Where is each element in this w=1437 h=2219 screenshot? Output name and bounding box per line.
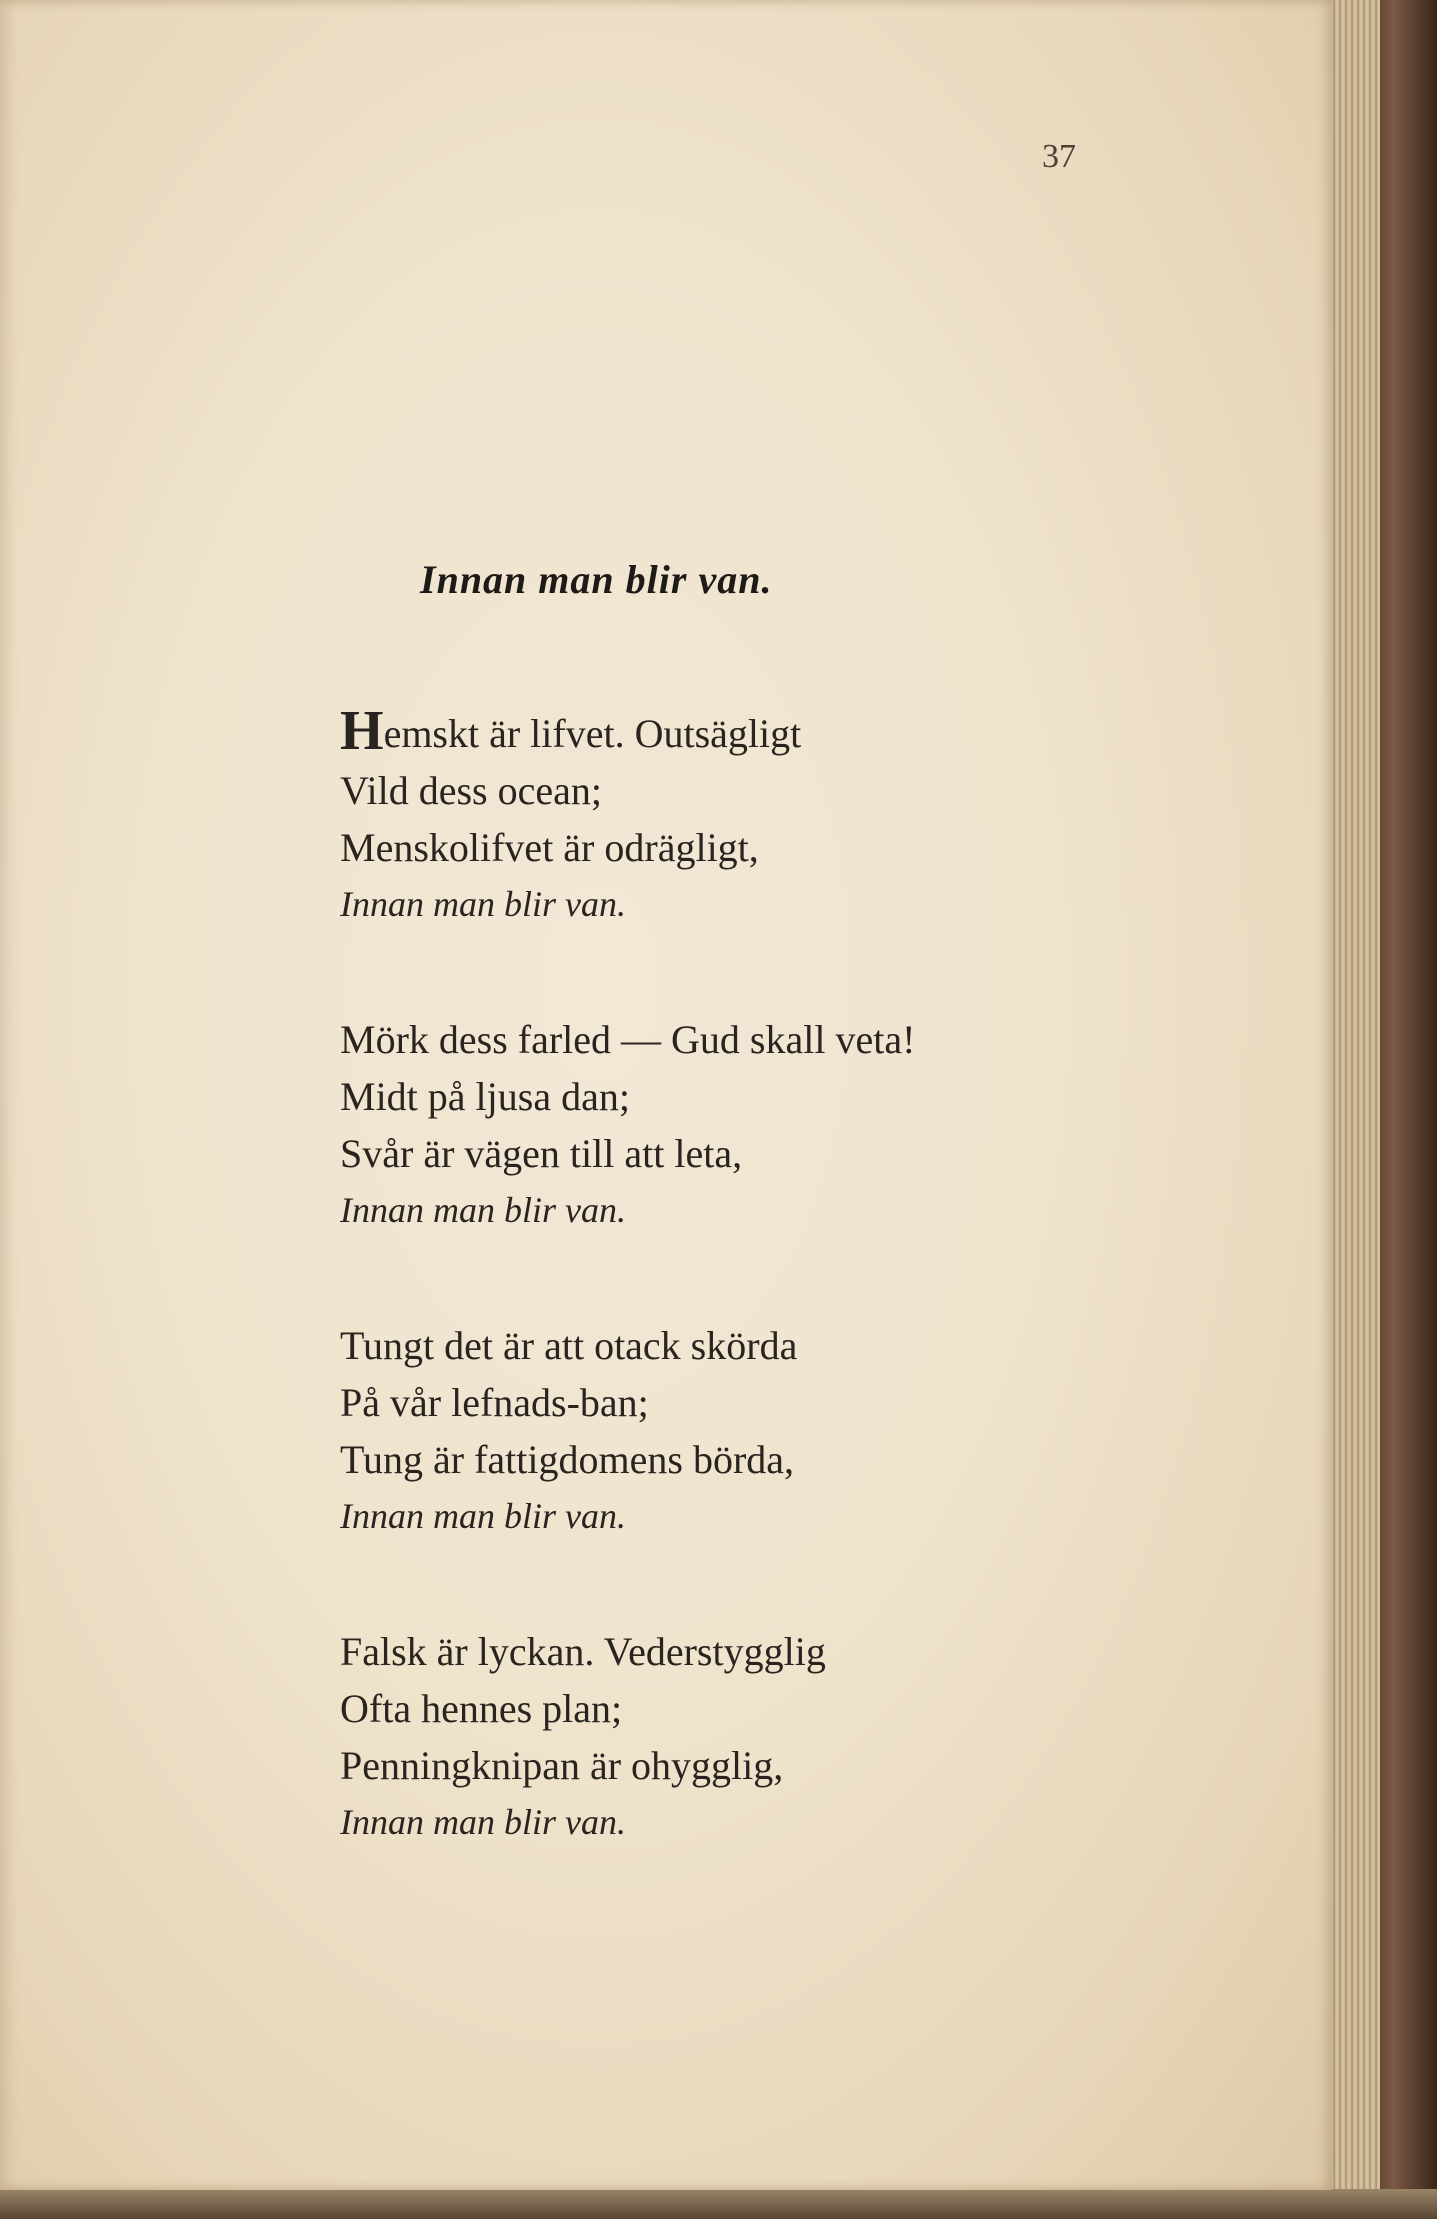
refrain-line: Innan man blir van. [340, 884, 626, 924]
stanza-2 [340, 1011, 1240, 1239]
poem-line: Tungt det är att otack skörda [340, 1323, 798, 1368]
refrain-line: Innan man blir van. [340, 1496, 626, 1536]
page-stack-edge [1330, 0, 1380, 2219]
poem-line: Svår är vägen till att leta, [340, 1131, 743, 1176]
poem-line: Midt på ljusa dan; [340, 1074, 630, 1119]
poem-line: På vår lefnads-ban; [340, 1380, 649, 1425]
refrain-line: Innan man blir van. [340, 1190, 626, 1230]
book-bottom-edge [0, 2189, 1437, 2219]
poem-line: Tung är fattigdomens börda, [340, 1437, 795, 1482]
poem-line [340, 700, 1240, 762]
poem-line: Ofta hennes plan; [340, 1686, 623, 1731]
refrain-line: Innan man blir van. [340, 1802, 626, 1842]
poem-line: Vild dess ocean; [340, 768, 602, 813]
poem-line-text: emskt är lifvet. Outsägligt [383, 711, 802, 756]
poem-title: Innan man blir van. [420, 557, 773, 602]
poem-line: Penningknipan är ohygglig, [340, 1743, 784, 1788]
stanza-1 [340, 700, 1240, 933]
poem-line: Menskolifvet är odrägligt, [340, 825, 759, 870]
stanza-3 [340, 1317, 1240, 1545]
poem-body [340, 700, 1240, 1929]
poem-line: Mörk dess farled — Gud skall veta! [340, 1017, 916, 1062]
poem-line: Falsk är lyckan. Vederstygglig [340, 1629, 826, 1674]
stanza-4 [340, 1623, 1240, 1851]
drop-cap: H [340, 700, 384, 762]
page-number: 37 [1042, 138, 1076, 175]
